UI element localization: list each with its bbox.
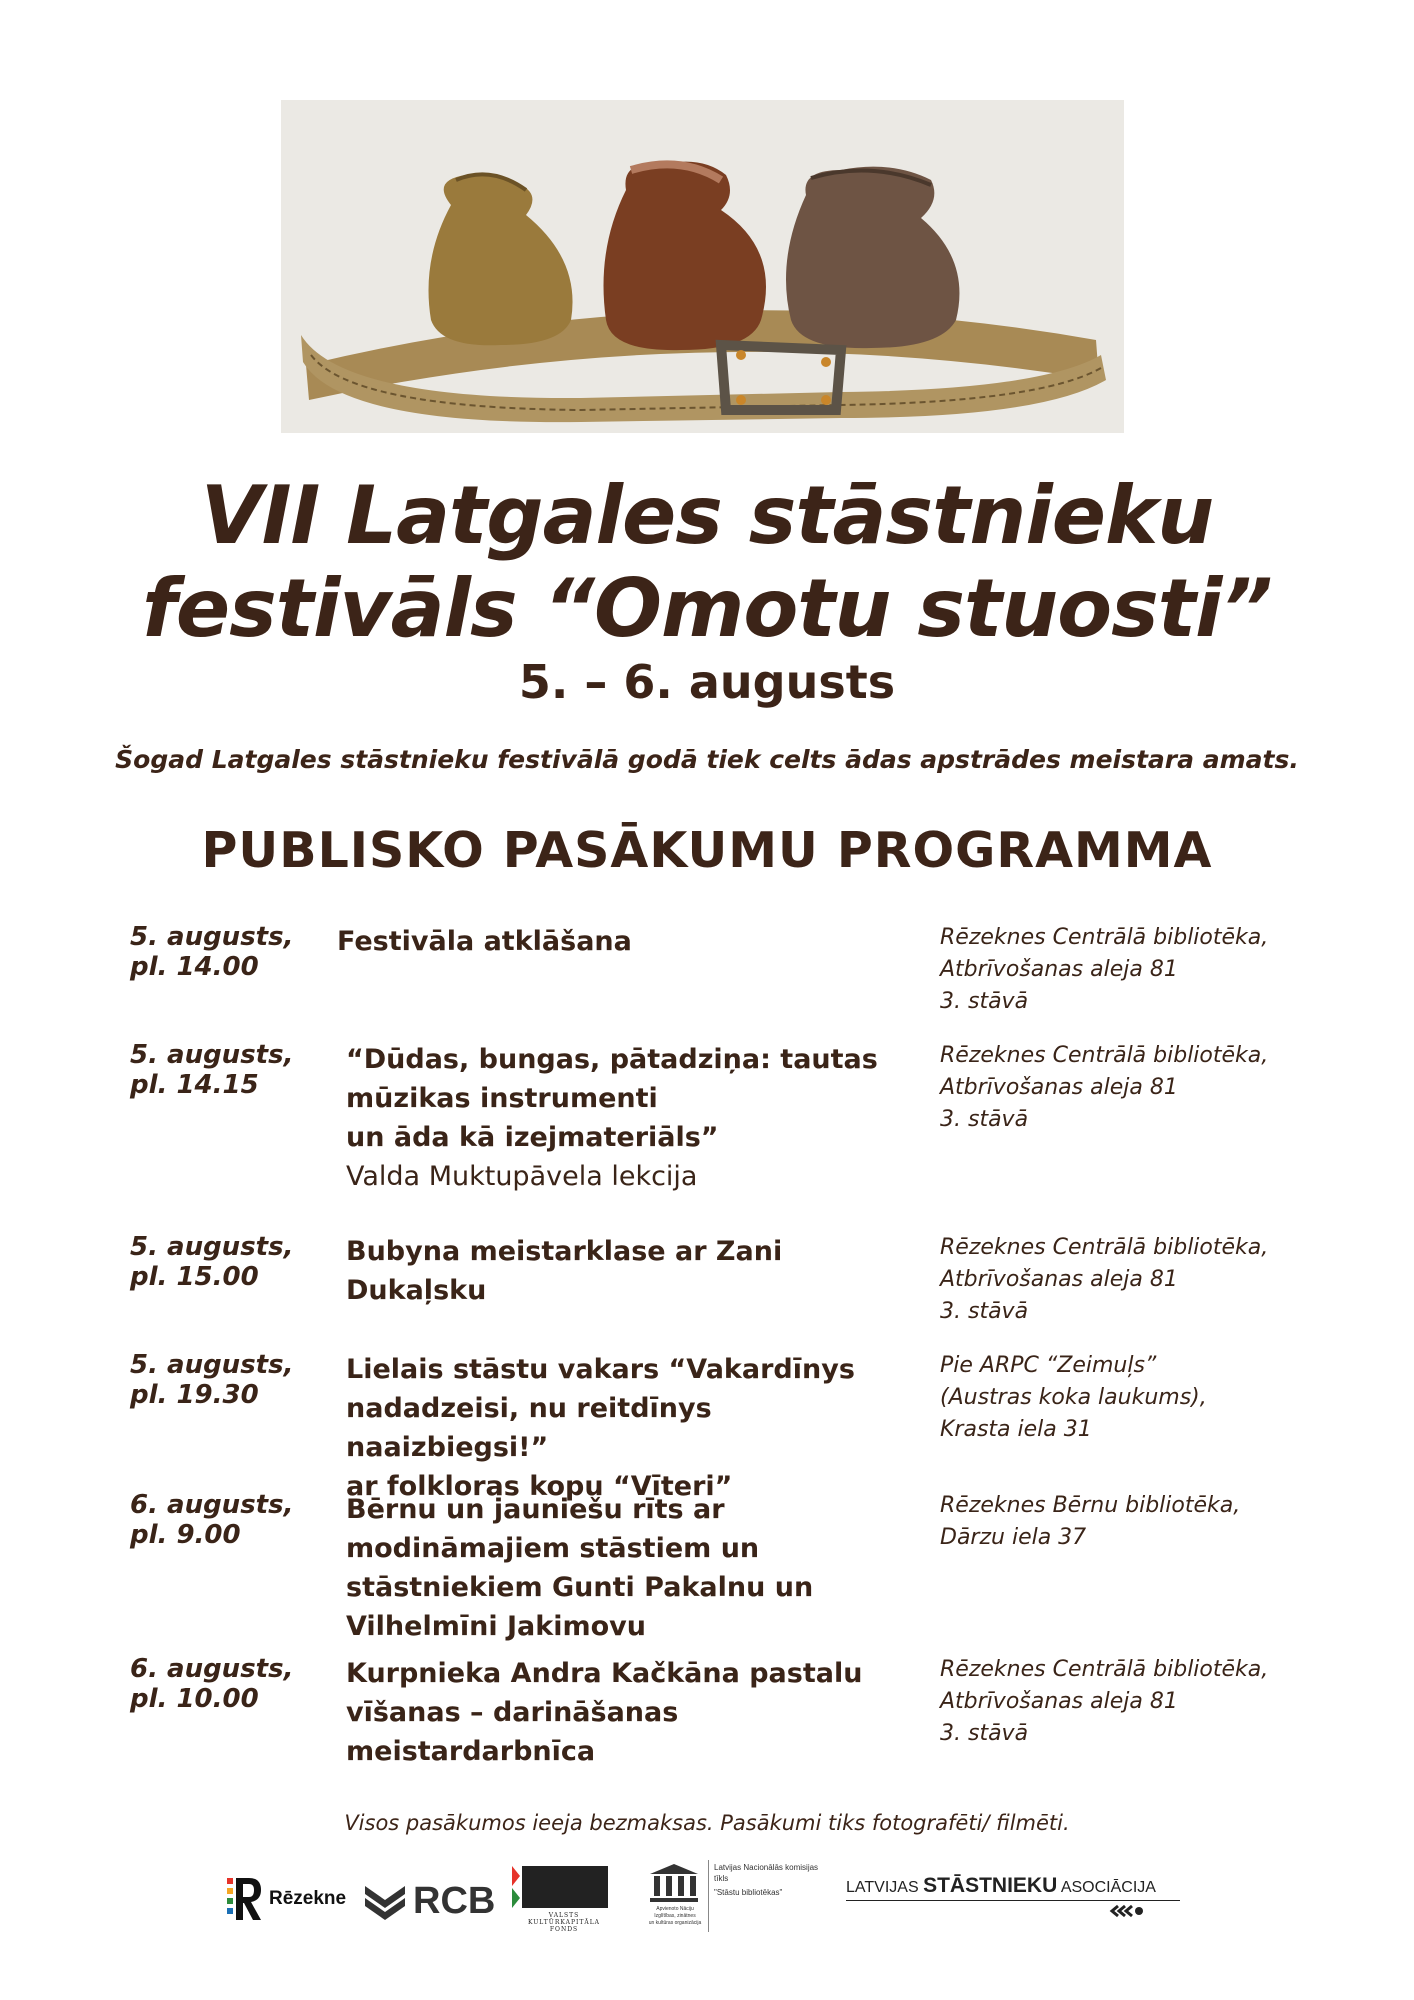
location-line: Krasta iela 31 xyxy=(940,1417,1092,1442)
event-when xyxy=(130,922,330,982)
pouch-bronze xyxy=(786,167,959,348)
location-line: 3. stāvā xyxy=(940,1299,1029,1324)
location-line: Atbrīvošanas aleja 81 xyxy=(940,957,1178,982)
location-line: Pie ARPC “Zeimuļs” xyxy=(940,1353,1157,1378)
rezekne-label: Rēzekne xyxy=(269,1888,347,1909)
lsa-main: STĀSTNIEKU xyxy=(923,1874,1058,1897)
location-line: 3. stāvā xyxy=(940,1721,1029,1746)
event-title-line: ar folkloras kopu “Vīteri” xyxy=(346,1471,733,1502)
location-line: Atbrīvošanas aleja 81 xyxy=(940,1075,1178,1100)
location-line: Rēzeknes Centrālā bibliotēka, xyxy=(940,1657,1269,1682)
event-title-line: vīšanas – darināšanas xyxy=(346,1697,679,1728)
location-line: (Austras koka laukums), xyxy=(940,1385,1207,1410)
event-title-line: Bērnu un jauniešu rīts ar xyxy=(346,1494,725,1525)
event-title-line: meistardarbnīca xyxy=(346,1736,596,1767)
festival-title-line-1: VII Latgales stāstnieku xyxy=(200,469,1214,562)
lsa-text xyxy=(846,1874,1186,1898)
event-title xyxy=(346,1654,906,1771)
location-line: Rēzeknes Centrālā bibliotēka, xyxy=(940,1235,1269,1260)
event-date: 5. augusts, xyxy=(130,1350,294,1380)
event-location xyxy=(940,1490,1360,1554)
unesco-network xyxy=(714,1862,834,1898)
event-title-line: “Dūdas, bungas, pātadziņa: tautas xyxy=(346,1044,878,1075)
location-line: Rēzeknes Bērnu bibliotēka, xyxy=(940,1493,1241,1518)
unesco-quote: "Stāstu bibliotēkas" xyxy=(714,1888,783,1897)
unesco-temple-icon xyxy=(646,1862,702,1906)
leather-pouches-illustration xyxy=(281,100,1124,433)
vkf-label: VALSTS KULTŪRKAPITĀLA FONDS xyxy=(527,1912,601,1933)
location-line: Atbrīvošanas aleja 81 xyxy=(940,1267,1178,1292)
event-title-line: Lielais stāstu vakars “Vakardīnys xyxy=(346,1354,855,1385)
rcb-logo xyxy=(363,1874,496,1924)
event-title xyxy=(346,1040,906,1196)
event-date: 6. augusts, xyxy=(130,1490,294,1520)
event-subtitle: Valda Muktupāvela lekcija xyxy=(346,1161,698,1192)
footer-note: Visos pasākumos ieeja bezmaksas. Pasākumi tiks fotografēti/ filmēti. xyxy=(344,1811,1070,1835)
event-time: pl. 14.15 xyxy=(130,1070,259,1100)
event-location xyxy=(940,922,1360,1018)
intro-text: Šogad Latgales stāstnieku festivālā godā tiek celts ādas apstrādes meistara amats. xyxy=(115,745,1299,774)
event-time: pl. 10.00 xyxy=(130,1684,259,1714)
event-title-line: nadadzeisi, nu reitdīnys naaizbiegsi!” xyxy=(346,1393,712,1463)
event-time: pl. 19.30 xyxy=(130,1380,259,1410)
unesco-sub xyxy=(646,1906,704,1927)
location-line: Rēzeknes Centrālā bibliotēka, xyxy=(940,1043,1269,1068)
location-line: Rēzeknes Centrālā bibliotēka, xyxy=(940,925,1269,950)
event-when xyxy=(130,1654,330,1714)
festival-dates: 5. – 6. augusts xyxy=(518,655,896,709)
location-line: Dārzu iela 37 xyxy=(940,1525,1087,1550)
event-title-line: Vilhelmīni Jakimovu xyxy=(346,1611,646,1642)
event-when xyxy=(130,1490,330,1550)
event-when xyxy=(130,1232,330,1292)
event-title xyxy=(346,1350,906,1506)
unesco-line: Latvijas Nacionālās komisijas xyxy=(714,1863,819,1872)
event-date: 5. augusts, xyxy=(130,1040,294,1070)
partner-logos xyxy=(0,1860,1414,1960)
header-photo xyxy=(281,100,1124,433)
lsa-chevrons-icon xyxy=(1108,1904,1148,1918)
event-when xyxy=(130,1040,330,1100)
unesco-divider xyxy=(708,1860,709,1932)
lsa-suffix: ASOCIĀCIJA xyxy=(1057,1879,1156,1896)
event-title-line: mūzikas instrumenti xyxy=(346,1083,658,1114)
lsa-logo xyxy=(846,1874,1186,1924)
event-date: 6. augusts, xyxy=(130,1654,294,1684)
lsa-prefix: LATVIJAS xyxy=(846,1879,924,1896)
rcb-chevron-icon xyxy=(363,1874,407,1922)
event-location xyxy=(940,1232,1360,1328)
festival-title-line-2: festivāls “Omotu stuosti” xyxy=(142,562,1272,655)
event-title-line: Kurpnieka Andra Kačkāna pastalu xyxy=(346,1658,863,1689)
event-title-line: stāstniekiem Gunti Pakalnu un xyxy=(346,1572,814,1603)
rcb-label: RCB xyxy=(413,1880,496,1922)
event-title-line: modināmajiem stāstiem un xyxy=(346,1533,760,1564)
rezekne-r-icon xyxy=(227,1874,263,1924)
event-title xyxy=(337,922,897,961)
program-heading: PUBLISKO PASĀKUMU PROGRAMMA xyxy=(201,822,1213,879)
vkf-logo xyxy=(510,1864,620,1934)
location-line: Atbrīvošanas aleja 81 xyxy=(940,1689,1178,1714)
unesco-sub-line: Apvienoto Nāciju xyxy=(656,1906,694,1912)
unesco-sub-line: Izglītības, zinātnes xyxy=(654,1913,696,1919)
event-title-line: Festivāla atklāšana xyxy=(337,926,632,957)
location-line: 3. stāvā xyxy=(940,1107,1029,1132)
event-location xyxy=(940,1350,1360,1446)
event-location xyxy=(940,1654,1360,1750)
event-title xyxy=(346,1232,906,1310)
event-time: pl. 9.00 xyxy=(130,1520,241,1550)
vkf-mark-icon xyxy=(510,1864,610,1910)
event-title-line: un āda kā izejmateriāls” xyxy=(346,1122,719,1153)
event-location xyxy=(940,1040,1360,1136)
event-date: 5. augusts, xyxy=(130,1232,294,1262)
unesco-sub-line: un kultūras organizācija xyxy=(648,1920,702,1926)
event-when xyxy=(130,1350,330,1410)
event-date: 5. augusts, xyxy=(130,922,294,952)
location-line: 3. stāvā xyxy=(940,989,1029,1014)
event-title-line: Bubyna meistarklase ar Zani Dukaļsku xyxy=(346,1236,783,1306)
event-title xyxy=(346,1490,906,1646)
unesco-logo xyxy=(646,1860,826,1940)
lsa-rule xyxy=(846,1900,1180,1901)
event-time: pl. 14.00 xyxy=(130,952,259,982)
rezekne-logo xyxy=(227,1874,357,1924)
unesco-line: tīkls xyxy=(714,1874,729,1883)
event-time: pl. 15.00 xyxy=(130,1262,259,1292)
